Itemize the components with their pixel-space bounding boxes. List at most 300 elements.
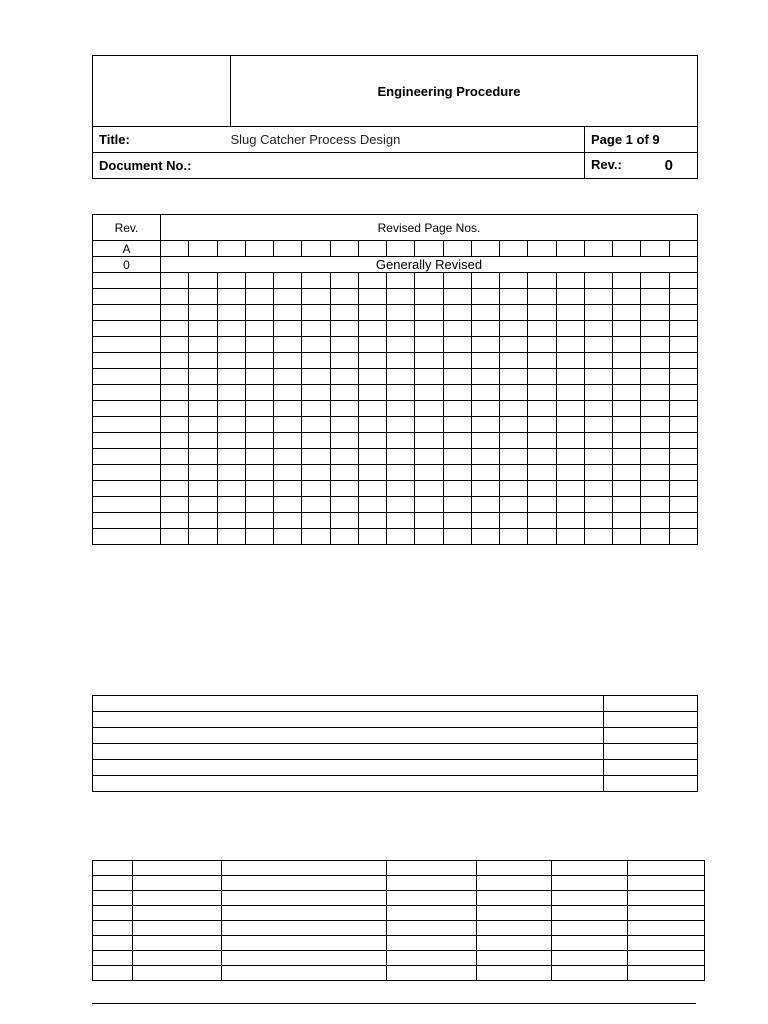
page-cell (556, 529, 584, 545)
revision-row (93, 337, 698, 353)
page-cell (613, 369, 641, 385)
page-cell (613, 497, 641, 513)
revised-pages-header: Revised Page Nos. (161, 215, 698, 241)
bottom-table-cell (133, 861, 222, 876)
page-cell (161, 337, 189, 353)
page-cell (471, 321, 499, 337)
revision-row (93, 321, 698, 337)
mid-table-row (93, 728, 698, 744)
bottom-table-cell (222, 876, 387, 891)
page-cell (358, 449, 386, 465)
page-cell (161, 465, 189, 481)
page-cell (528, 481, 556, 497)
revision-row (93, 369, 698, 385)
page-cell (500, 529, 528, 545)
page-cell (330, 289, 358, 305)
page-cell (471, 417, 499, 433)
page-cell (161, 433, 189, 449)
page-cell (330, 497, 358, 513)
page-cell (584, 465, 612, 481)
page-cell (641, 369, 669, 385)
bottom-table-cell (222, 951, 387, 966)
bottom-table-cell (477, 891, 552, 906)
page-cell (669, 417, 698, 433)
mid-table-cell (604, 744, 698, 760)
bottom-table-cell (387, 906, 477, 921)
mid-table-cell (604, 760, 698, 776)
page-cell (669, 321, 698, 337)
page-cell (274, 401, 302, 417)
page-cell (528, 337, 556, 353)
page-cell (641, 465, 669, 481)
page-cell (500, 385, 528, 401)
bottom-table-cell (552, 876, 628, 891)
page-cell (556, 273, 584, 289)
revision-row (93, 529, 698, 545)
page-cell (387, 353, 415, 369)
page-cell (556, 353, 584, 369)
page-cell (274, 529, 302, 545)
page-cell (358, 305, 386, 321)
page-cell (471, 433, 499, 449)
page-cell (613, 337, 641, 353)
page-cell (556, 241, 584, 257)
page-cell (245, 369, 273, 385)
page-cell (358, 417, 386, 433)
page-cell (302, 433, 330, 449)
page-cell (641, 321, 669, 337)
bottom-table-cell (552, 906, 628, 921)
page-cell (330, 369, 358, 385)
bottom-table-cell (387, 921, 477, 936)
mid-table-row (93, 776, 698, 792)
page-cell (443, 497, 471, 513)
bottom-table-cell (628, 906, 705, 921)
revision-code (93, 481, 161, 497)
page-cell (556, 305, 584, 321)
page-cell (161, 305, 189, 321)
revision-code (93, 385, 161, 401)
revision-code: 0 (93, 257, 161, 273)
page-cell (274, 241, 302, 257)
page-cell (358, 497, 386, 513)
page-cell (189, 353, 217, 369)
page-cell (387, 465, 415, 481)
page-cell (613, 465, 641, 481)
page-cell (669, 241, 698, 257)
mid-table (92, 695, 698, 792)
revision-row (93, 417, 698, 433)
page-cell (443, 369, 471, 385)
page-cell (641, 449, 669, 465)
page-cell (217, 465, 245, 481)
page-cell (245, 273, 273, 289)
page-cell (387, 369, 415, 385)
bottom-table-cell (93, 906, 133, 921)
page-cell (471, 497, 499, 513)
page-cell (669, 497, 698, 513)
bottom-table-cell (133, 906, 222, 921)
bottom-table-cell (552, 921, 628, 936)
page-cell (613, 289, 641, 305)
page-label: Page 1 of 9 (585, 127, 698, 153)
page-cell (189, 465, 217, 481)
page-cell (584, 433, 612, 449)
page-cell (500, 513, 528, 529)
revision-row (93, 305, 698, 321)
page-cell (471, 529, 499, 545)
page-cell (584, 289, 612, 305)
page-cell (274, 321, 302, 337)
page-cell (189, 305, 217, 321)
page-cell (471, 337, 499, 353)
bottom-table-cell (93, 936, 133, 951)
page-cell (161, 289, 189, 305)
document-header (92, 55, 698, 179)
page-cell (217, 417, 245, 433)
bottom-table-cell (222, 861, 387, 876)
mid-table-row (93, 744, 698, 760)
page-cell (471, 481, 499, 497)
bottom-table-row (93, 891, 705, 906)
page-cell (189, 417, 217, 433)
page-cell (274, 337, 302, 353)
page-cell (415, 337, 443, 353)
page-cell (330, 481, 358, 497)
page-cell (443, 433, 471, 449)
page-cell (443, 401, 471, 417)
page-cell (217, 529, 245, 545)
page-cell (669, 369, 698, 385)
page-cell (641, 353, 669, 369)
page-cell (500, 289, 528, 305)
bottom-table-cell (552, 861, 628, 876)
page-cell (556, 337, 584, 353)
page-cell (500, 337, 528, 353)
page-cell (641, 497, 669, 513)
page-cell (161, 273, 189, 289)
page-cell (528, 465, 556, 481)
page-cell (584, 449, 612, 465)
page-cell (528, 321, 556, 337)
page-cell (189, 337, 217, 353)
revision-code (93, 417, 161, 433)
page-cell (500, 433, 528, 449)
mid-table-cell (604, 696, 698, 712)
page-cell (443, 353, 471, 369)
revision-row (93, 289, 698, 305)
page-cell (189, 433, 217, 449)
revision-note: Generally Revised (161, 257, 698, 273)
page-cell (217, 353, 245, 369)
page-cell (641, 513, 669, 529)
revision-code (93, 289, 161, 305)
revision-code (93, 305, 161, 321)
page-cell (387, 321, 415, 337)
page-cell (443, 417, 471, 433)
mid-table-cell (93, 696, 604, 712)
page-cell (528, 369, 556, 385)
revision-row (93, 449, 698, 465)
page-cell (358, 289, 386, 305)
revision-code (93, 465, 161, 481)
bottom-table-row (93, 906, 705, 921)
bottom-table-cell (477, 876, 552, 891)
page-cell (613, 241, 641, 257)
bottom-table-cell (552, 891, 628, 906)
page-cell (330, 449, 358, 465)
bottom-table-cell (133, 951, 222, 966)
page-cell (189, 529, 217, 545)
page-cell (358, 513, 386, 529)
page-cell (330, 417, 358, 433)
page-cell (528, 353, 556, 369)
page-cell (556, 401, 584, 417)
page-cell (443, 337, 471, 353)
page-cell (669, 449, 698, 465)
page-cell (471, 289, 499, 305)
page-cell (387, 305, 415, 321)
page-cell (189, 241, 217, 257)
bottom-table-cell (477, 951, 552, 966)
bottom-table-cell (133, 936, 222, 951)
page-cell (330, 529, 358, 545)
bottom-table-cell (222, 891, 387, 906)
page-cell (161, 417, 189, 433)
page-cell (415, 241, 443, 257)
bottom-table-cell (133, 921, 222, 936)
page-cell (302, 449, 330, 465)
mid-table-row (93, 760, 698, 776)
page-cell (387, 529, 415, 545)
page-cell (302, 353, 330, 369)
page-cell (415, 305, 443, 321)
revision-code (93, 529, 161, 545)
page-cell (161, 385, 189, 401)
page-cell (613, 449, 641, 465)
bottom-table-cell (552, 936, 628, 951)
page-cell (161, 529, 189, 545)
page-cell (217, 289, 245, 305)
bottom-table-cell (387, 861, 477, 876)
page-cell (641, 481, 669, 497)
page-cell (415, 449, 443, 465)
page-cell (584, 529, 612, 545)
page-cell (358, 337, 386, 353)
page-cell (387, 273, 415, 289)
page-cell (217, 401, 245, 417)
page-cell (274, 465, 302, 481)
page-cell (415, 401, 443, 417)
page-cell (189, 481, 217, 497)
bottom-table-cell (477, 936, 552, 951)
page-cell (387, 481, 415, 497)
page-cell (641, 417, 669, 433)
page-cell (387, 289, 415, 305)
bottom-table-cell (628, 861, 705, 876)
page-cell (245, 417, 273, 433)
page-cell (330, 513, 358, 529)
revision-row (93, 433, 698, 449)
revision-row (93, 481, 698, 497)
page-cell (669, 401, 698, 417)
page-cell (415, 465, 443, 481)
page-cell (415, 513, 443, 529)
page-cell (330, 433, 358, 449)
page-cell (358, 369, 386, 385)
page-cell (274, 289, 302, 305)
page-cell (274, 449, 302, 465)
mid-table-cell (604, 728, 698, 744)
document-number-label: Document No.: (93, 153, 231, 179)
title-label: Title: (93, 127, 231, 153)
page-cell (302, 529, 330, 545)
page-cell (217, 433, 245, 449)
page-cell (161, 369, 189, 385)
page-cell (302, 321, 330, 337)
bottom-table-cell (477, 861, 552, 876)
page-cell (330, 241, 358, 257)
revision-code (93, 497, 161, 513)
page-cell (302, 337, 330, 353)
page-cell (528, 433, 556, 449)
page-cell (245, 321, 273, 337)
page-cell (189, 497, 217, 513)
page-cell (584, 353, 612, 369)
page-cell (358, 321, 386, 337)
page-cell (358, 433, 386, 449)
page-cell (641, 241, 669, 257)
page-cell (669, 353, 698, 369)
page-cell (161, 401, 189, 417)
bottom-table-cell (387, 966, 477, 981)
page-cell (528, 289, 556, 305)
page-cell (274, 481, 302, 497)
page-cell (217, 337, 245, 353)
revision-code (93, 321, 161, 337)
page-cell (217, 449, 245, 465)
page-cell (641, 337, 669, 353)
revision-row (93, 465, 698, 481)
page-cell (556, 513, 584, 529)
page-cell (471, 513, 499, 529)
mid-table-cell (93, 744, 604, 760)
page-cell (302, 385, 330, 401)
page-cell (189, 289, 217, 305)
page-cell (415, 369, 443, 385)
page-cell (387, 385, 415, 401)
page-cell (613, 273, 641, 289)
page-cell (387, 401, 415, 417)
revision-row (93, 353, 698, 369)
page-cell (584, 337, 612, 353)
page-cell (669, 465, 698, 481)
page-cell (641, 273, 669, 289)
revision-table (92, 214, 698, 545)
page-cell (358, 401, 386, 417)
mid-table-cell (93, 728, 604, 744)
page-cell (613, 353, 641, 369)
page-cell (528, 305, 556, 321)
page-cell (471, 273, 499, 289)
page-cell (245, 401, 273, 417)
page-cell (161, 353, 189, 369)
page-cell (245, 353, 273, 369)
page-cell (669, 337, 698, 353)
page-cell (528, 273, 556, 289)
page-cell (443, 241, 471, 257)
page-cell (584, 497, 612, 513)
bottom-table-row (93, 861, 705, 876)
page-cell (556, 385, 584, 401)
page-cell (387, 513, 415, 529)
page-cell (613, 433, 641, 449)
page-cell (274, 433, 302, 449)
revision-cell (585, 153, 698, 179)
page-cell (584, 385, 612, 401)
page-cell (556, 481, 584, 497)
page-cell (443, 385, 471, 401)
page-cell (302, 289, 330, 305)
page-cell (274, 273, 302, 289)
page-cell (161, 497, 189, 513)
page-cell (528, 385, 556, 401)
page-cell (471, 353, 499, 369)
page-cell (302, 369, 330, 385)
page-cell (471, 465, 499, 481)
page-cell (387, 433, 415, 449)
revision-code (93, 369, 161, 385)
page-cell (669, 305, 698, 321)
bottom-table-row (93, 966, 705, 981)
page-cell (641, 401, 669, 417)
page-cell (330, 353, 358, 369)
page-cell (500, 465, 528, 481)
mid-table-cell (93, 712, 604, 728)
page-cell (443, 305, 471, 321)
page-cell (669, 513, 698, 529)
revision-code (93, 513, 161, 529)
bottom-table-row (93, 951, 705, 966)
bottom-table-cell (222, 921, 387, 936)
bottom-table-cell (222, 966, 387, 981)
page-cell (556, 433, 584, 449)
bottom-table-cell (628, 951, 705, 966)
page-cell (584, 481, 612, 497)
page-cell (217, 321, 245, 337)
page-cell (302, 417, 330, 433)
page-cell (217, 385, 245, 401)
page-cell (641, 385, 669, 401)
bottom-table-cell (93, 861, 133, 876)
page-cell (274, 369, 302, 385)
page-cell (471, 241, 499, 257)
page-cell (274, 513, 302, 529)
page-cell (528, 529, 556, 545)
page-cell (245, 385, 273, 401)
page-cell (387, 417, 415, 433)
page-cell (556, 465, 584, 481)
revision-code (93, 353, 161, 369)
page-cell (500, 353, 528, 369)
bottom-table-cell (552, 966, 628, 981)
page-cell (613, 481, 641, 497)
page-cell (613, 513, 641, 529)
bottom-table-cell (628, 876, 705, 891)
page-cell (387, 449, 415, 465)
page-cell (613, 417, 641, 433)
page-cell (641, 529, 669, 545)
